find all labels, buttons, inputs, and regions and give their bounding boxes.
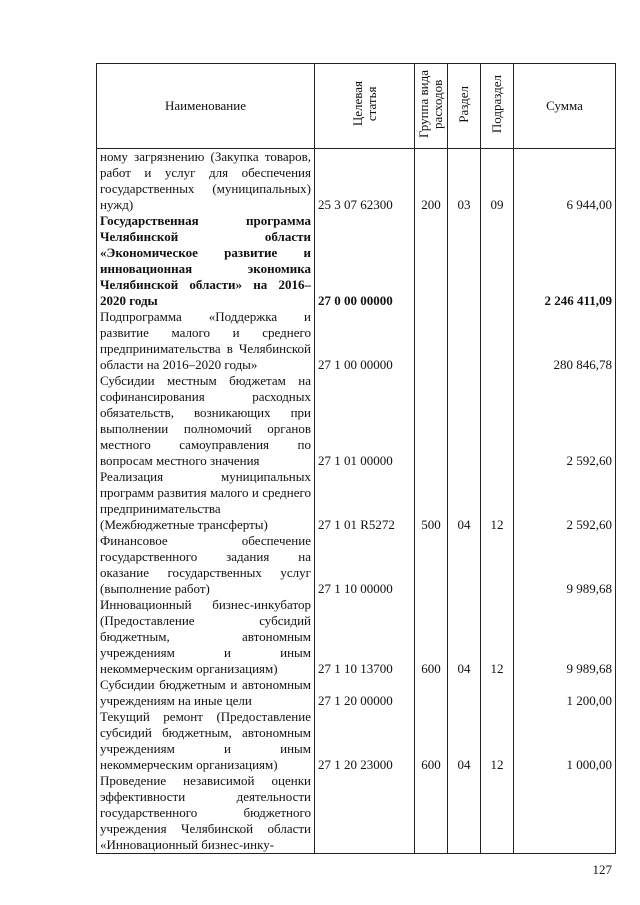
row-subsection: 09 <box>481 149 514 214</box>
budget-table <box>96 63 616 854</box>
row-sum: 1 000,00 <box>514 709 616 773</box>
row-code: 27 1 01 00000 <box>315 373 415 469</box>
row-subsection <box>481 373 514 469</box>
row-group <box>415 373 448 469</box>
row-sum: 9 989,68 <box>514 533 616 597</box>
row-section: 03 <box>448 149 481 214</box>
table-row <box>97 213 616 309</box>
row-sum <box>514 773 616 854</box>
row-subsection <box>481 213 514 309</box>
row-group: 600 <box>415 709 448 773</box>
row-name: Финансовое обеспечение государственного задания на оказание государственных услуг (выполнение работ) <box>97 533 315 597</box>
row-group: 500 <box>415 469 448 533</box>
row-code: 27 1 20 00000 <box>315 677 415 709</box>
row-sum: 280 846,78 <box>514 309 616 373</box>
row-name: Подпрограмма «Поддержка и развитие малого и среднего предпринимательства в Челябинской области на 2016–2020 годы» <box>97 309 315 373</box>
row-subsection: 12 <box>481 597 514 677</box>
row-section: 04 <box>448 709 481 773</box>
row-name: Проведение независимой оценки эффективности деятельности государственного бюджетного учреждения Челябинской области «Инновационный бизнес-инку- <box>97 773 315 854</box>
row-name: ному загрязнению (Закупка товаров, работ и услуг для обеспечения государственных (муниципальных) нужд) <box>97 149 315 214</box>
header-expense-group: Группа вида расходов <box>415 64 448 149</box>
table-header <box>97 64 616 149</box>
row-subsection <box>481 533 514 597</box>
header-name: Наименование <box>97 64 315 149</box>
row-section: 04 <box>448 597 481 677</box>
row-code: 27 1 10 13700 <box>315 597 415 677</box>
table-row <box>97 469 616 533</box>
header-section: Раздел <box>448 64 481 149</box>
row-code: 27 1 10 00000 <box>315 533 415 597</box>
table-row <box>97 773 616 854</box>
row-code: 27 0 00 00000 <box>315 213 415 309</box>
table-row <box>97 533 616 597</box>
row-name: Инновационный бизнес-инкубатор (Предоставление субсидий бюджетным, автономным учреждениям и иным некоммерческим организациям) <box>97 597 315 677</box>
row-subsection <box>481 773 514 854</box>
row-name: Текущий ремонт (Предоставление субсидий бюджетным, автономным учреждениям и иным некоммерческим организациям) <box>97 709 315 773</box>
table-row <box>97 677 616 709</box>
row-group: 200 <box>415 149 448 214</box>
table-row <box>97 309 616 373</box>
row-name: Государственная программа Челябинской области «Экономическое развитие и инновационная экономика Челябинской области» на 2016–2020 годы <box>97 213 315 309</box>
table-row <box>97 373 616 469</box>
row-name: Субсидии местным бюджетам на софинансирования расходных обязательств, возникающих при выполнении полномочий органов местного самоуправления по вопросам местного значения <box>97 373 315 469</box>
row-subsection <box>481 677 514 709</box>
row-subsection: 12 <box>481 469 514 533</box>
row-section <box>448 373 481 469</box>
row-section <box>448 213 481 309</box>
row-subsection: 12 <box>481 709 514 773</box>
row-group <box>415 309 448 373</box>
row-subsection <box>481 309 514 373</box>
row-group: 600 <box>415 597 448 677</box>
table-row <box>97 709 616 773</box>
row-code: 27 1 00 00000 <box>315 309 415 373</box>
row-sum: 9 989,68 <box>514 597 616 677</box>
row-sum: 2 246 411,09 <box>514 213 616 309</box>
row-code: 25 3 07 62300 <box>315 149 415 214</box>
header-target-article: Целевая статья <box>315 64 415 149</box>
row-code: 27 1 20 23000 <box>315 709 415 773</box>
row-section <box>448 533 481 597</box>
row-section: 04 <box>448 469 481 533</box>
table-row <box>97 597 616 677</box>
row-group <box>415 773 448 854</box>
row-sum: 6 944,00 <box>514 149 616 214</box>
row-code <box>315 773 415 854</box>
row-section <box>448 677 481 709</box>
page-number: 127 <box>592 862 612 877</box>
row-code: 27 1 01 R5272 <box>315 469 415 533</box>
row-section <box>448 773 481 854</box>
header-sum: Сумма <box>514 64 616 149</box>
table-body <box>97 149 616 854</box>
row-name: Субсидии бюджетным и автономным учреждениям на иные цели <box>97 677 315 709</box>
row-group <box>415 533 448 597</box>
table-row <box>97 149 616 214</box>
row-sum: 1 200,00 <box>514 677 616 709</box>
header-subsection: Подраздел <box>481 64 514 149</box>
row-name: Реализация муниципальных программ развития малого и среднего предпринимательства (Межбюджетные трансферты) <box>97 469 315 533</box>
row-group <box>415 677 448 709</box>
row-sum: 2 592,60 <box>514 373 616 469</box>
row-sum: 2 592,60 <box>514 469 616 533</box>
row-group <box>415 213 448 309</box>
row-section <box>448 309 481 373</box>
